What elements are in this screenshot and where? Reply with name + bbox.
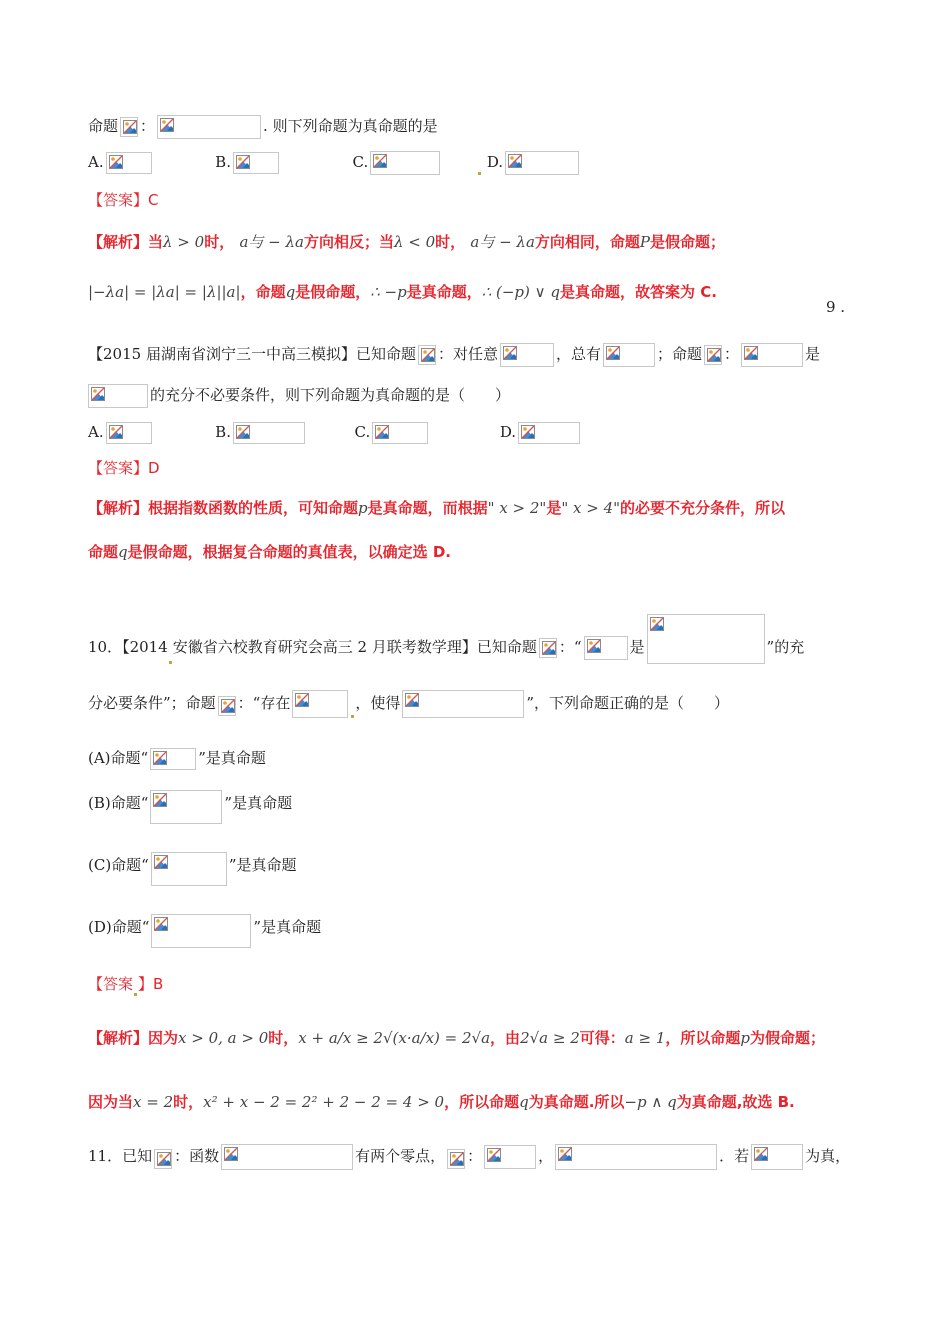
broken-image-icon <box>508 154 522 168</box>
option-a-image <box>106 152 152 174</box>
broken-image-icon <box>606 346 620 360</box>
formula-image <box>150 790 222 824</box>
option-c-image <box>370 151 440 175</box>
broken-image-icon <box>295 693 309 707</box>
option-line-D: (D)命题“ ”是真命题 <box>88 914 321 948</box>
question-number: 9 . <box>826 298 846 316</box>
broken-image-icon <box>123 120 137 134</box>
broken-image-icon <box>154 855 168 869</box>
explanation-line: 【解析】根据指数函数的性质，可知命题p是真命题，而根据" x > 2"是" x > 4"的必要不充分条件，所以 <box>88 499 786 517</box>
formula-image <box>584 636 628 660</box>
option-line-B: (B)命题“ ”是真命题 <box>88 790 292 824</box>
broken-image-icon <box>109 155 123 169</box>
formula-image <box>157 115 261 139</box>
broken-image-icon <box>154 917 168 931</box>
formula-image <box>154 1149 172 1169</box>
formula-image <box>751 1144 803 1170</box>
option-d-image <box>505 151 579 175</box>
option-line-A: (A)命题“ ”是真命题 <box>88 746 266 770</box>
formula-image <box>221 1144 353 1170</box>
formula-image <box>539 638 557 658</box>
formula-image <box>88 384 148 408</box>
broken-image-icon <box>221 699 235 713</box>
broken-image-icon <box>707 348 721 362</box>
formula-image <box>647 614 765 664</box>
formula-image <box>500 343 554 367</box>
option-b-image <box>233 422 305 444</box>
formula-image <box>603 343 655 367</box>
broken-image-icon <box>587 639 601 653</box>
options-line-9: A. B. C. D. <box>88 420 582 444</box>
option-c-image <box>372 422 428 444</box>
broken-image-icon <box>405 693 419 707</box>
broken-image-icon <box>373 154 387 168</box>
broken-image-icon <box>224 1147 238 1161</box>
options-line-1: A. B. C. D. <box>88 150 581 175</box>
option-b-image <box>233 152 279 174</box>
explanation-line: 【解析】当λ > 0时， a与 − λa方向相反；当λ < 0时， a与 − λa方向相同，命题P是假命题； <box>88 233 726 251</box>
option-a-image <box>106 422 152 444</box>
broken-image-icon <box>744 346 758 360</box>
formula-image <box>292 690 348 718</box>
formula-image <box>418 345 436 365</box>
formula-image <box>151 852 227 886</box>
explanation-line: |−λa| = |λa| = |λ||a|，命题q是假命题，∴ −p是真命题，∴ (−p) ∨ q是真命题，故答案为 C. <box>88 283 717 301</box>
answer-label: 【答案 】B <box>88 972 163 996</box>
broken-image-icon <box>375 425 389 439</box>
option-d-image <box>518 422 580 444</box>
broken-image-icon <box>157 1152 171 1166</box>
broken-image-icon <box>109 425 123 439</box>
broken-image-icon <box>650 617 664 631</box>
broken-image-icon <box>503 346 517 360</box>
formula-image <box>150 748 196 770</box>
broken-image-icon <box>421 348 435 362</box>
formula-image <box>120 117 138 137</box>
formula-image <box>704 345 722 365</box>
formula-image <box>402 690 524 718</box>
formula-image <box>151 914 251 948</box>
explanation-line: 【解析】因为x > 0, a > 0时，x + a/x ≥ 2√(x·a/x) = 2√a，由2√a ≥ 2可得：a ≥ 1，所以命题p为假命题； <box>88 1029 826 1047</box>
broken-image-icon <box>558 1147 572 1161</box>
question-line-11: 11．已知 ：函数 有两个零点， ： ， ．若 为真， <box>88 1144 850 1170</box>
broken-image-icon <box>542 641 556 655</box>
formula-image <box>218 696 236 716</box>
formula-image <box>741 343 803 367</box>
broken-image-icon <box>236 425 250 439</box>
broken-image-icon <box>153 793 167 807</box>
question-line-10: 10．【2014 安徽省六校教育研究会高三 2 月联考数学理】已知命题 ：“ 是 ”的充 <box>88 614 804 664</box>
broken-image-icon <box>91 387 105 401</box>
answer-label: 【答案】C <box>88 191 159 209</box>
broken-image-icon <box>521 425 535 439</box>
broken-image-icon <box>160 118 174 132</box>
question-line-9: 【2015 届湖南省浏宁三一中高三模拟】已知命题 ：对任意 ，总有 ；命题 ： 是 <box>88 342 820 367</box>
explanation-line: 命题q是假命题，根据复合命题的真值表，以确定选 D. <box>88 543 451 561</box>
broken-image-icon <box>450 1152 464 1166</box>
broken-image-icon <box>487 1148 501 1162</box>
formula-image <box>447 1149 465 1169</box>
broken-image-icon <box>754 1147 768 1161</box>
question-line-9b: 的充分不必要条件，则下列命题为真命题的是（ ） <box>88 383 510 408</box>
broken-image-icon <box>153 751 167 765</box>
option-line-C: (C)命题“ ”是真命题 <box>88 852 297 886</box>
question-line-1: 命题 ： . 则下列命题为真命题的是 <box>88 114 438 139</box>
explanation-line: 因为当x = 2时，x² + x − 2 = 2² + 2 − 2 = 4 > 0，所以命题q为真命题.所以−p ∧ q为真命题,故选 B. <box>88 1093 795 1111</box>
answer-label: 【答案】D <box>88 459 160 477</box>
broken-image-icon <box>236 155 250 169</box>
formula-image <box>484 1145 536 1169</box>
question-line-10b: 分必要条件”；命题 ：“存在 ，使得 ”，下列命题正确的是（ ） <box>88 690 729 718</box>
formula-image <box>555 1144 717 1170</box>
